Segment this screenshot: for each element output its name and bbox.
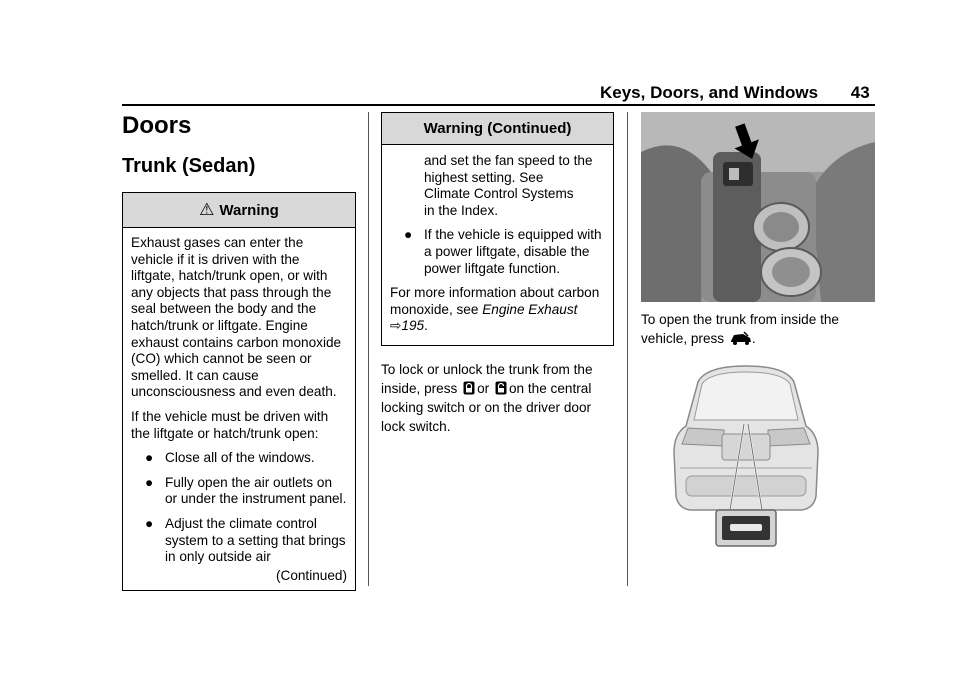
section-title: Doors xyxy=(122,112,192,139)
column-middle xyxy=(381,112,614,436)
car-rear-illustration xyxy=(666,364,826,554)
warning-triangle-icon: ⚠ xyxy=(199,200,215,219)
warning-header xyxy=(123,193,355,228)
more-info-text: For more information about carbon monoxide, see xyxy=(390,285,600,317)
open-paragraph xyxy=(641,310,875,348)
period: . xyxy=(424,318,428,334)
column-left xyxy=(122,112,356,591)
bullet-dot: ● xyxy=(145,474,154,490)
lock-text: To lock or unlock the trunk from the inside, press xyxy=(381,361,593,396)
warning-body xyxy=(382,145,613,345)
warning-body xyxy=(123,228,355,590)
column-divider xyxy=(627,112,628,586)
warning-heading: Warning xyxy=(219,202,279,219)
bullet-text: Adjust the climate control system to a setting that brings in only outside air xyxy=(165,515,346,565)
subsection-title: Trunk (Sedan) xyxy=(122,155,256,177)
bullet-item xyxy=(390,227,605,277)
page-ref-arrow-icon: ⇨ xyxy=(390,318,402,334)
period: . xyxy=(751,331,756,346)
continued-line: Climate Control Systems xyxy=(424,186,574,202)
warning-box xyxy=(122,192,356,591)
open-text: To open the trunk from inside the vehicle, press xyxy=(641,312,839,346)
warning-box-continued xyxy=(381,112,614,346)
bullet-dot: ● xyxy=(404,227,413,243)
running-header xyxy=(600,83,870,103)
bullet-dot: ● xyxy=(145,515,154,531)
continued-text xyxy=(390,153,605,219)
more-info-paragraph xyxy=(390,285,605,335)
bullet-text: If the vehicle is equipped with a power liftgate, disable the power liftgate function. xyxy=(424,227,602,276)
column-divider xyxy=(368,112,369,586)
column-right xyxy=(641,112,875,554)
unlock-icon xyxy=(495,381,507,395)
bullet-dot: ● xyxy=(145,450,154,466)
engine-exhaust-link[interactable]: Engine Exhaust xyxy=(482,301,578,317)
warning-paragraph: Exhaust gases can enter the vehicle if it is driven with the liftgate, hatch/trunk open, or with any objects that pass through the seal between the body and the hatch/trunk or liftgate. Engine exhaust contains carbon monoxide (CO) which cannot be seen or smelled. It can cause unconsciousness and even death. xyxy=(131,235,342,400)
bullet-text: Close all of the windows. xyxy=(165,450,315,466)
bullet-item xyxy=(131,475,347,508)
trunk-release-icon xyxy=(730,331,752,345)
header-rule xyxy=(122,104,875,106)
lock-text: on the central locking switch or on the driver door lock switch. xyxy=(381,380,592,434)
or-text: or xyxy=(477,380,490,396)
warning-paragraph: If the vehicle must be driven with the liftgate or hatch/trunk open: xyxy=(131,408,329,441)
center-console-photo xyxy=(641,112,875,302)
continued-label: (Continued) xyxy=(275,567,347,583)
continued-line: and set the fan speed to the highest setting. See xyxy=(424,153,593,185)
page-number: 43 xyxy=(850,83,870,102)
bullet-text: Fully open the air outlets on or under the instrument panel. xyxy=(165,474,347,507)
lock-paragraph xyxy=(381,360,614,436)
bullet-item xyxy=(131,516,347,566)
page-ref-link[interactable]: 195 xyxy=(401,318,425,334)
continued-line: in the Index. xyxy=(424,202,499,218)
bullet-item xyxy=(131,450,347,467)
header-title: Keys, Doors, and Windows xyxy=(600,83,819,102)
warning-header: Warning (Continued) xyxy=(382,113,613,145)
lock-icon xyxy=(463,381,475,395)
